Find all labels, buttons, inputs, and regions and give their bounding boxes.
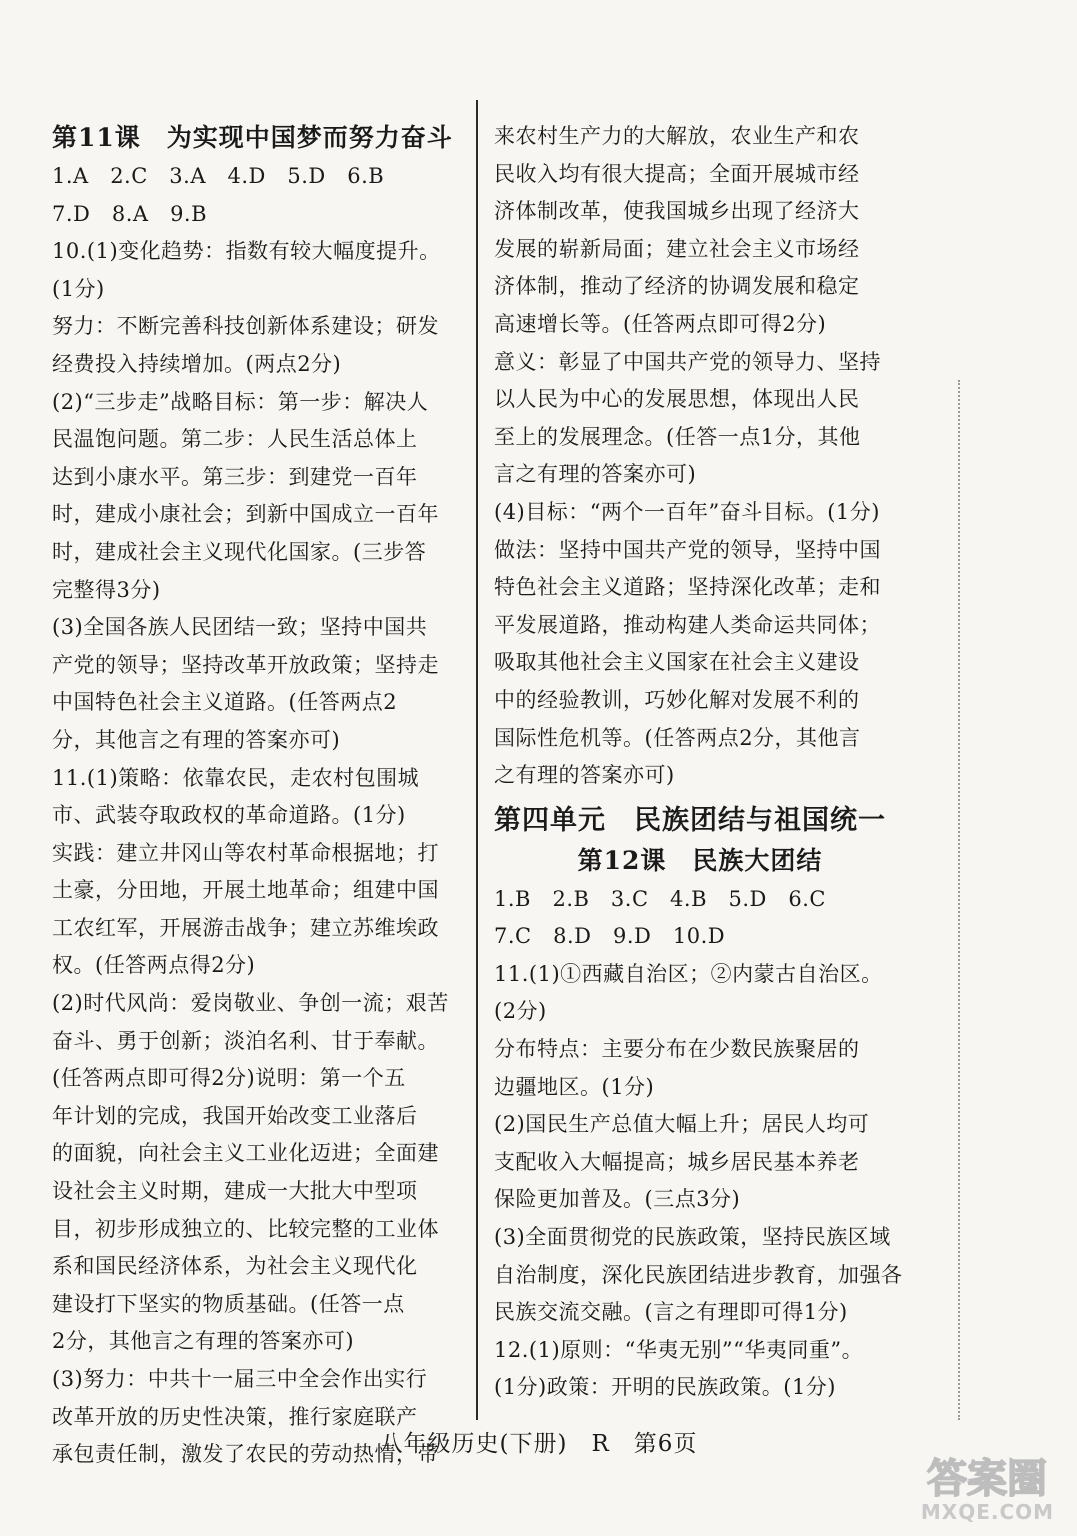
right-answer-line: 发展的崭新局面；建立社会主义市场经 [494,236,860,261]
left-answer-line: 7.D 8.A 9.B [52,201,208,226]
right-answer-line: 吸取其他社会主义国家在社会主义建设 [494,650,860,675]
right-column [494,118,906,1407]
right-answer-line: (4)目标：“两个一百年”奋斗目标。(1分) [494,499,880,524]
right-answer-line: 济体制改革，使我国城乡出现了经济大 [494,199,860,224]
left-answer-line: 市、武装夺取政权的革命道路。(1分) [52,803,406,828]
left-answer-line: (1分) [52,276,105,301]
lesson-12-answer-line: (1分)政策：开明的民族政策。(1分) [494,1375,836,1400]
left-answer-line: (3)全国各族人民团结一致；坚持中国共 [52,615,428,640]
left-answer-line: 设社会主义时期，建成一大批大中型项 [52,1179,418,1204]
left-answer-line: 11.(1)策略：依靠农民，走农村包围城 [52,765,420,790]
right-answer-lines-bottom [494,881,906,1407]
lesson-12-answer-line: 12.(1)原则：“华夷无别”“华夷同重”。 [494,1337,864,1362]
right-answer-line: 济体制，推动了经济的协调发展和稳定 [494,274,860,299]
left-answer-line: 2分，其他言之有理的答案亦可) [52,1329,355,1354]
right-answer-line: 言之有理的答案亦可) [494,462,697,487]
left-answer-line: 工农红军，开展游击战争；建立苏维埃政 [52,915,439,940]
left-answer-line: 时，建成小康社会；到新中国成立一百年 [52,502,439,527]
left-answer-line: 奋斗、勇于创新；淡泊名利、甘于奉献。 [52,1028,439,1053]
right-answer-line: 高速增长等。(任答两点即可得2分) [494,311,827,336]
left-answer-line: (2)“三步走”战略目标：第一步：解决人 [52,389,429,414]
left-answer-line: 实践：建立井冈山等农村革命根据地；打 [52,840,439,865]
page-footer: 八年级历史(下册) R 第6页 [379,1431,698,1457]
lesson-12-answer-line: (3)全面贯彻党的民族政策，坚持民族区域 [494,1225,891,1250]
left-answer-line: 系和国民经济体系，为社会主义现代化 [52,1254,418,1279]
lesson-12-answer-line: 边疆地区。(1分) [494,1074,655,1099]
right-answer-line: 之有理的答案亦可) [494,763,675,788]
left-answer-line: 承包责任制，激发了农民的劳动热情，带 [52,1442,439,1467]
lesson-11-title: 第11课 为实现中国梦而努力奋斗 [52,123,453,152]
left-answer-line: 改革开放的历史性决策，推行家庭联产 [52,1404,418,1429]
right-answer-line: 以人民为中心的发展思想，体现出人民 [494,387,860,412]
lesson-12-answer-line: 保险更加普及。(三点3分) [494,1187,741,1212]
left-answer-line: 目，初步形成独立的、比较完整的工业体 [52,1216,439,1241]
column-divider [476,100,478,1420]
left-answer-line: 完整得3分) [52,577,161,602]
left-answer-line: 1.A 2.C 3.A 4.D 5.D 6.B [52,164,385,188]
page-edge-dots [958,380,960,1420]
left-answer-line: (2)时代风尚：爱岗敬业、争创一流；艰苦 [52,991,449,1016]
left-answer-line: 产党的领导；坚持改革开放政策；坚持走 [52,652,439,677]
right-answer-lines-top [494,118,906,795]
lesson-12-answer-line: 民族交流交融。(言之有理即可得1分) [494,1300,848,1325]
left-answer-line: 年计划的完成，我国开始改变工业落后 [52,1103,418,1128]
unit-4-title: 第四单元 民族团结与祖国统一 [494,804,886,836]
watermark-logo-icon [905,1450,1070,1502]
left-answer-line: 10.(1)变化趋势：指数有较大幅度提升。 [52,239,441,264]
left-answer-line: 民温饱问题。第二步：人民生活总体上 [52,427,418,452]
left-answer-line: 建设打下坚实的物质基础。(任答一点 [52,1291,405,1316]
left-answer-line: 努力：不断完善科技创新体系建设；研发 [52,314,439,339]
right-answer-line: 民收入均有很大提高；全面开展城市经 [494,161,860,186]
left-answer-line: 土豪，分田地，开展土地革命；组建中国 [52,878,439,903]
watermark [905,1450,1070,1530]
left-answer-line: 经费投入持续增加。(两点2分) [52,351,342,376]
right-answer-line: 意义：彰显了中国共产党的领导力、坚持 [494,349,881,374]
left-answer-line: 权。(任答两点得2分) [52,953,256,978]
left-answer-line: 时，建成社会主义现代化国家。(三步答 [52,539,427,564]
right-answer-line: 中的经验教训，巧妙化解对发展不利的 [494,687,860,712]
left-answer-line: (任答两点即可得2分)说明：第一个五 [52,1066,406,1091]
left-answer-line: 中国特色社会主义道路。(任答两点2 [52,690,398,715]
lesson-12-answer-line: 分布特点：主要分布在少数民族聚居的 [494,1037,860,1062]
right-answer-line: 国际性危机等。(任答两点2分，其他言 [494,725,861,750]
lesson-12-answer-line: (2分) [494,999,547,1024]
lesson-12-answer-line: 11.(1)①西藏自治区；②内蒙古自治区。 [494,961,883,986]
right-answer-line: 平发展道路，推动构建人类命运共同体； [494,612,881,637]
lesson-12-answer-line: (2)国民生产总值大幅上升；居民人均可 [494,1112,870,1137]
right-answer-line: 特色社会主义道路；坚持深化改革；走和 [494,575,881,600]
right-answer-line: 来农村生产力的大解放，农业生产和农 [494,124,860,148]
lesson-12-title: 第12课 民族大团结 [577,845,823,875]
lesson-12-answer-line: 1.B 2.B 3.C 4.B 5.D 6.C [494,886,826,911]
svg-text:答案圈: 答案圈 [927,1456,1047,1502]
lesson-12-answer-line: 支配收入大幅提高；城乡居民基本养老 [494,1149,860,1174]
right-answer-line: 做法：坚持中国共产党的领导，坚持中国 [494,537,881,562]
right-answer-line: 至上的发展理念。(任答一点1分，其他 [494,424,861,449]
left-answer-line: 达到小康水平。第三步：到建党一百年 [52,464,418,489]
lesson-12-answer-line: 自治制度，深化民族团结进步教育，加强各 [494,1262,903,1287]
left-column [52,118,464,1474]
watermark-url: MXQE.COM [920,1500,1055,1524]
left-answer-lines [52,158,464,1474]
left-answer-line: (3)努力：中共十一届三中全会作出实行 [52,1367,428,1391]
left-answer-line: 的面貌，向社会主义工业化迈进；全面建 [52,1141,439,1166]
lesson-12-answer-line: 7.C 8.D 9.D 10.D [494,924,726,949]
left-answer-line: 分，其他言之有理的答案亦可) [52,727,341,752]
